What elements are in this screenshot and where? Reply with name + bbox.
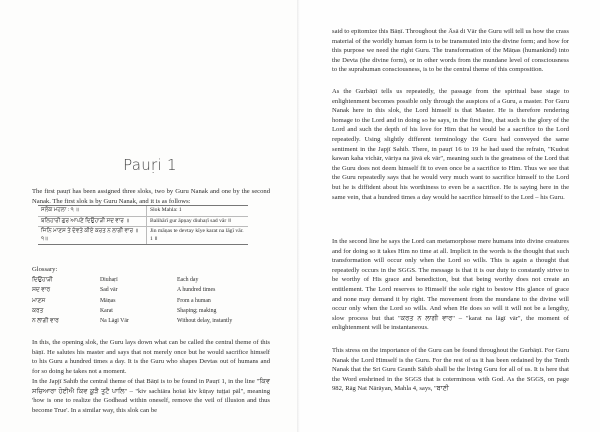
glossary-gurmukhi: ਦਿਉਹਾੜੀ bbox=[32, 277, 53, 283]
intro-paragraph bbox=[32, 187, 270, 206]
verse-row bbox=[38, 217, 248, 228]
verse-row bbox=[38, 206, 248, 217]
glossary-roman: Diuhaṛī bbox=[100, 277, 118, 283]
paragraph-gurbani bbox=[332, 87, 569, 202]
glossary-meaning: Shaping; making bbox=[177, 307, 217, 314]
verse-roman: Balihārī gur āpṇay diuhaṛī sad vār ॥ bbox=[150, 217, 232, 224]
body-text: In the second line he says the Lord can metamorphose mere humans into divine creatures and for doing so it takes Him no time at all. Implicit in the words is the thought that such transformation will occur only when the Lord so wills. This is again a thought that repeatedly occurs in the SGGS. The message is that it is our duty to constantly strive to be worthy of His grace and benediction, but that being worthy does not create an entitlement. The Lord reserves to Himself the sole right to bestow His glance of grace and none may demand it by right. The movement from the mundane to the divine will occur only when the Lord so wills. And when He does so will it will not be a lengthy, slow process but that "ਕਰਤ ਨ ਲਾਗੀ ਵਾਰ" – "karat na lāgī vār", the moment of enlightenment will be instantaneous. bbox=[332, 238, 569, 332]
paragraph-guru-importance bbox=[332, 346, 569, 394]
glossary-row bbox=[32, 285, 262, 295]
paragraph-japji bbox=[32, 377, 270, 415]
glossary-row bbox=[32, 306, 262, 316]
right-page bbox=[300, 0, 600, 432]
glossary-meaning: From a human bbox=[177, 297, 211, 304]
verse-gurmukhi: ਸਲੋਕ ਮਹਲਾ : ੧ ॥ bbox=[38, 206, 147, 216]
paragraph-continuation bbox=[332, 27, 569, 75]
glossary-roman: Na Lāgī Vār bbox=[100, 318, 129, 325]
body-text: This stress on the importance of the Guru can be found throughout the Gurbāṇī. For Guru Nanak the Lord Himself is the Guru. For the rest of us it has been ordained by the Tenth Nanak that the Sri Guru Granth Sāhib shall be the living Guru for all of us. It is here that the Word enshrined in the SGGS that is coterminous with God. As the SGGS, on page 982, Rāg Nat Nārāyan, Mahla 4, says, "ਬਾਣੀ bbox=[332, 347, 569, 393]
verse-roman: Jin māṇas te devtay kīye karat na lāgī vār. 1 ॥ bbox=[150, 228, 244, 242]
paragraph-opening-slok bbox=[32, 338, 270, 376]
verse-row bbox=[38, 227, 248, 244]
glossary-row bbox=[32, 275, 262, 285]
glossary-row bbox=[32, 316, 262, 326]
glossary-list bbox=[32, 275, 262, 326]
body-text: said to epitomize this Bāṇī. Throughout the Āsā di Vār the Guru will tell us how the crass material of the worldly human form is to be transmuted into the divine form; and how for this purpose we need the right Guru. The transformation of the Māṇas (humankind) into the Devta (the divine form), or in other words from the mundane level of consciousness to the suprahuman consciousness, is to be the central theme of this composition. bbox=[332, 28, 569, 74]
verse-roman: Slok Mahla: 1 bbox=[150, 207, 182, 213]
body-text: In this, the opening slok, the Guru lays down what can be called the central theme of this bāṇī. He salutes his master and says that not merely once but he would sacrifice himself to his Guru a hundred times a day. It is the Guru who shapes Devtas out of humans and for so doing he takes not a moment. bbox=[32, 339, 270, 375]
glossary-gurmukhi: ਕਰਤ bbox=[32, 307, 44, 314]
glossary-gurmukhi: ਮਾਣਸ bbox=[32, 297, 46, 304]
glossary-roman: Māṇas bbox=[100, 297, 116, 304]
intro-text: The first pauṛī has been assigned three sloks, two by Guru Nanak and one by the second Nanak. The first slok is by Guru Nanak, and it is as follows: bbox=[32, 188, 270, 205]
glossary-gurmukhi: ਸਦ ਵਾਰ bbox=[32, 287, 51, 294]
glossary-meaning: Without delay, instantly bbox=[177, 318, 233, 325]
glossary-meaning: A hundred times bbox=[177, 287, 216, 294]
page-title: Pauṛi 1 bbox=[123, 156, 177, 174]
glossary-roman: Sad vār bbox=[100, 287, 118, 294]
verse-gurmukhi: ਬਲਿਹਾਰੀ ਗੁਰ ਆਪਣੇ ਦਿਉਹਾੜੀ ਸਦ ਵਾਰ ॥ bbox=[38, 217, 147, 227]
paragraph-second-line bbox=[332, 237, 569, 333]
glossary-gurmukhi: ਨ ਲਾਗੀ ਵਾਰ bbox=[32, 318, 59, 325]
verse-table bbox=[38, 205, 248, 245]
body-text: As the Gurbāṇī tells us repeatedly, the passage from the spiritual base stage to enlightenment becomes possible only through the auspices of a Guru, a master. For Guru Nanak here in this slok, the Lord himself is that Master. He is therefore rendering homage to the Lord and in doing so he says, in the first line, that such is the glory of the Lord and such the depth of his love for Him that he would be a sacrifice to the Lord repeatedly. Using slightly different terminology the Guru had conveyed the same sentiment in the Japjī Sahib. There, in pauṛī 16 to 19 he had used the refrain, "Kudrat kawan kaha vichār, vāriya na jāvā ek vār", meaning such is the greatness of the Lord that the Guru does not deem himself fit to even once be a sacrifice to Him. Thus we see that the Guru repeatedly says that he would very much want to sacrifice himself to the Lord but he is diffident about his worthiness to even be a sacrifice. He is saying here in the same vein, that a hundred times a day would he sacrifice himself to the Lord – his Guru. bbox=[332, 88, 569, 201]
body-text: In the Japjī Sahib the central theme of that Bāṇī is to be found in Pauṛī 1, in the line "ਕਿਵ ਸਚਿਆਰਾ ਹੋਈਐ ਕਿਵ ਕੂੜੈ ਤੁਟੈ ਪਾਲਿ" – "kiv sachiāra hoīai kiv kūṛay tuṭṭai pāl", meaning 'how is one to realize the Godhead within oneself, remove the veil of illusion and thus become True'. In a similar way, this slok can be bbox=[32, 378, 270, 414]
verse-gurmukhi: ਜਿਨਿ ਮਾਣਸ ਤੇ ਦੇਵਤੇ ਕੀਏ ਕਰਤ ਨ ਲਾਗੀ ਵਾਰ ॥੧॥ bbox=[38, 227, 147, 244]
glossary-meaning: Each day bbox=[177, 277, 199, 283]
glossary-row bbox=[32, 296, 262, 306]
glossary-roman: Karat bbox=[100, 307, 113, 314]
glossary-heading: Glossary: bbox=[32, 266, 58, 273]
